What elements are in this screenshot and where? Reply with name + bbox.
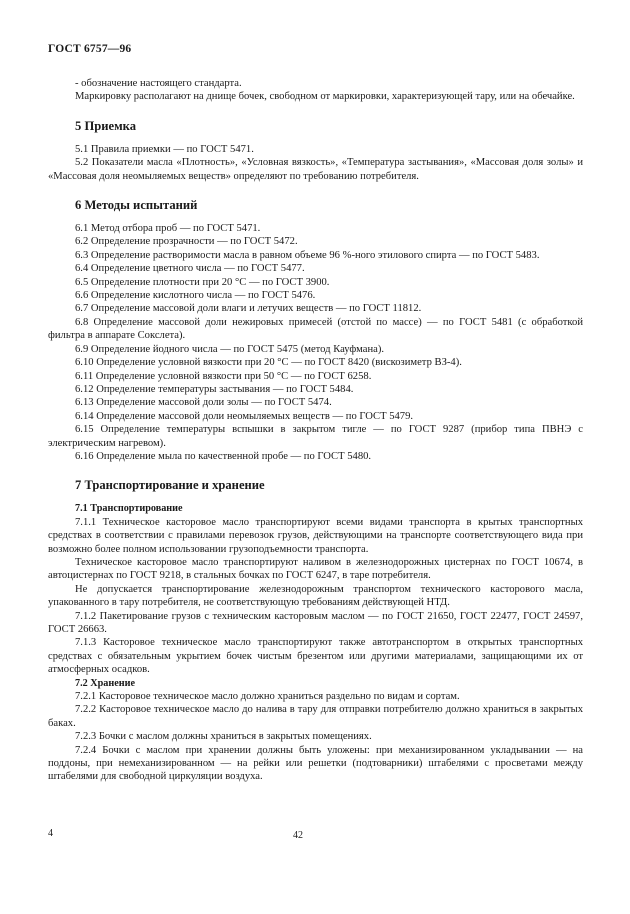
paragraph: 7.2.2 Касторовое техническое масло до налива в тару для отправки потребителю должно храниться в закрытых баках. (48, 704, 583, 729)
paragraph: 6.10 Определение условной вязкости при 20 °С — по ГОСТ 8420 (вискозиметр ВЗ-4). (75, 357, 462, 369)
paragraph: 6.16 Определение мыла по качественной пробе — по ГОСТ 5480. (75, 450, 372, 462)
paragraph: - обозначение настоящего стандарта. (75, 78, 242, 89)
paragraph: 6.4 Определение цветного числа — по ГОСТ 5477. (75, 263, 305, 275)
subsection-heading: 7.2 Хранение (75, 677, 136, 689)
subsection-heading: 7.1 Транспортирование (75, 503, 183, 515)
paragraph: 6.8 Определение массовой доли нежировых примесей (отстой по массе) — по ГОСТ 5481 (с обработкой фильтра в аппарате Сокслета). (48, 316, 583, 342)
paragraph: 6.13 Определение массовой доли золы — по ГОСТ 5474. (75, 397, 332, 409)
paragraph: 7.1.2 Пакетирование грузов с техническим касторовым маслом — по ГОСТ 21650, ГОСТ 22477, ГОСТ 24597, ГОСТ 26663. (48, 610, 583, 635)
paragraph: Маркировку располагают на днище бочек, свободном от маркировки, характеризующей тару, или на обечайке. (75, 91, 575, 103)
paragraph: 6.14 Определение массовой доли неомыляемых веществ — по ГОСТ 5479. (75, 410, 414, 422)
paragraph: 6.12 Определение температуры застывания — по ГОСТ 5484. (75, 383, 354, 395)
section-heading: 6 Методы испытаний (75, 198, 198, 213)
paragraph: 6.3 Определение растворимости масла в равном объеме 96 %-ного этилового спирта — по ГОСТ 5483. (75, 249, 540, 261)
paragraph: 6.5 Определение плотности при 20 °С — по ГОСТ 3900. (75, 276, 330, 288)
document-body (48, 77, 583, 784)
paragraph: 6.2 Определение прозрачности — по ГОСТ 5472. (75, 236, 298, 248)
paragraph: 5.1 Правила приемки — по ГОСТ 5471. (75, 143, 254, 155)
paragraph: 6.6 Определение кислотного числа — по ГОСТ 5476. (75, 290, 316, 302)
paragraph: 5.2 Показатели масла «Плотность», «Условная вязкость», «Температура застывания», «Массовая доля золы» и «Массовая доля неомыляемых веществ» определяют по требованию потребителя. (48, 157, 583, 182)
section-heading: 7 Транспортирование и хранение (75, 478, 265, 493)
paragraph: 7.2.3 Бочки с маслом должны храниться в закрытых помещениях. (75, 731, 372, 743)
paragraph: 7.1.1 Техническое касторовое масло транспортируют всеми видами транспорта в крытых транспортных средствах в соответствии с правилами перевозок грузов, действующими на транспорте соответствующего вида при возможно более полном использовании грузоподъемности транспорта. (48, 516, 583, 555)
page-footer-page-number: 42 (293, 830, 303, 841)
paragraph: 6.1 Метод отбора проб — по ГОСТ 5471. (75, 223, 261, 235)
paragraph: 7.2.1 Касторовое техническое масло должно храниться раздельно по видам и сортам. (75, 691, 460, 703)
paragraph: 7.2.4 Бочки с маслом при хранении должны быть уложены: при механизированном укладывании — на поддоны, при немеханизированном — на рейки или решетки (подтоварники) штабелями с просветами между штабелями для свободной циркуляции воздуха. (48, 744, 583, 783)
paragraph: 6.7 Определение массовой доли влаги и летучих веществ — по ГОСТ 11812. (75, 303, 422, 315)
section-heading: 5 Приемка (75, 118, 137, 133)
paragraph: 6.9 Определение йодного числа — по ГОСТ 5475 (метод Кауфмана). (75, 343, 385, 355)
page-footer-left-number: 4 (48, 828, 53, 839)
page-header-standard-title: ГОСТ 6757—96 (48, 43, 132, 55)
paragraph: 7.1.3 Касторовое техническое масло транспортируют также автотранспортом в открытых транспортных средствах с обязательным укрытием бочек чистым брезентом или другими материалами, защищающими их от атмосферных осадков. (48, 637, 583, 676)
paragraph: Не допускается транспортирование железнодорожным транспортом технического касторового масла, упакованного в тару потребителя, не соответствующую требованиям действующей НТД. (48, 583, 583, 609)
paragraph: 6.11 Определение условной вязкости при 50 °С — по ГОСТ 6258. (75, 370, 372, 382)
paragraph: 6.15 Определение температуры вспышки в закрытом тигле — по ГОСТ 9287 (прибор типа ПВНЭ с электрическим нагревом). (48, 424, 583, 449)
paragraph: Техническое касторовое масло транспортируют наливом в железнодорожных цистернах по ГОСТ 10674, в автоцистернах по ГОСТ 9218, в стальных бочках по ГОСТ 6247, в таре потребителя. (48, 556, 583, 582)
